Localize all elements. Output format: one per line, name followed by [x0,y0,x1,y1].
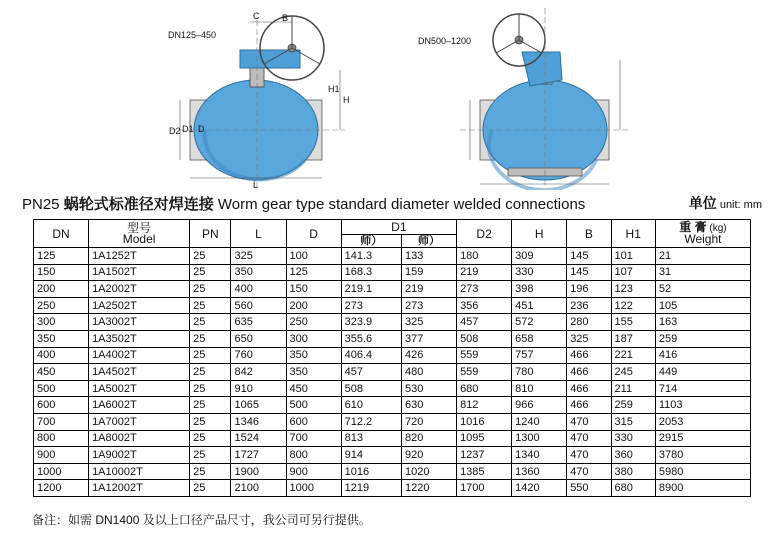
cell-pn: 25 [190,447,231,464]
cell-pn: 25 [190,314,231,331]
cell-d2: 508 [457,330,512,347]
cell-dn: 450 [34,364,89,381]
cell-weight: 259 [655,330,750,347]
cell-dn: 600 [34,397,89,414]
cell-d: 1000 [286,480,341,497]
table-row [34,314,751,331]
cell-d1a: 323.9 [341,314,401,331]
cell-model: 1A4002T [89,347,190,364]
cell-pn: 25 [190,364,231,381]
cell-b: 236 [567,297,611,314]
cell-d: 900 [286,463,341,480]
cell-d1b: 1020 [402,463,457,480]
table-row [34,480,751,497]
table-row [34,347,751,364]
right-valve-drawing [460,8,630,190]
title-en: Worm gear type standard diameter welded connections [213,196,586,213]
cell-d1a: 914 [341,447,401,464]
cell-l: 2100 [231,480,286,497]
dim-label-c: C [253,11,260,21]
table-row [34,297,751,314]
header-l: L [231,220,286,248]
table-row [34,264,751,281]
cell-dn: 250 [34,297,89,314]
cell-d: 150 [286,281,341,298]
cell-pn: 25 [190,330,231,347]
left-drawing-label: DN125–450 [168,30,217,40]
cell-d: 350 [286,364,341,381]
cell-b: 325 [567,330,611,347]
cell-b: 470 [567,413,611,430]
left-gear-box [240,50,300,68]
cell-pn: 25 [190,248,231,265]
table-row [34,463,751,480]
cell-h1: 107 [611,264,655,281]
cell-d1b: 530 [402,380,457,397]
cell-d2: 680 [457,380,512,397]
cell-d2: 219 [457,264,512,281]
valve-drawings [0,0,781,190]
cell-d: 500 [286,397,341,414]
cell-d2: 356 [457,297,512,314]
cell-pn: 25 [190,297,231,314]
cell-model: 1A1502T [89,264,190,281]
cell-l: 760 [231,347,286,364]
table-row [34,248,751,265]
cell-pn: 25 [190,281,231,298]
right-gear-box [522,52,562,86]
cell-dn: 400 [34,347,89,364]
cell-d: 800 [286,447,341,464]
cell-h: 757 [512,347,567,364]
dim-label-d1: D1 [182,124,194,134]
table-row [34,447,751,464]
cell-h1: 330 [611,430,655,447]
cell-d1b: 820 [402,430,457,447]
cell-b: 470 [567,463,611,480]
cell-model: 1A4502T [89,364,190,381]
cell-h1: 221 [611,347,655,364]
cell-model: 1A8002T [89,430,190,447]
cell-l: 400 [231,281,286,298]
cell-h1: 187 [611,330,655,347]
cell-dn: 1000 [34,463,89,480]
cell-model: 1A7002T [89,413,190,430]
cell-pn: 25 [190,397,231,414]
cell-pn: 25 [190,463,231,480]
cell-weight: 163 [655,314,750,331]
cell-pn: 25 [190,413,231,430]
cell-h: 1300 [512,430,567,447]
cell-d1b: 325 [402,314,457,331]
cell-d1b: 159 [402,264,457,281]
cell-d1a: 141.3 [341,248,401,265]
cell-d2: 559 [457,347,512,364]
cell-b: 196 [567,281,611,298]
cell-h1: 380 [611,463,655,480]
cell-h: 658 [512,330,567,347]
cell-d2: 559 [457,364,512,381]
cell-b: 466 [567,397,611,414]
cell-d1a: 712.2 [341,413,401,430]
cell-dn: 200 [34,281,89,298]
cell-pn: 25 [190,347,231,364]
cell-d1a: 813 [341,430,401,447]
table-row [34,364,751,381]
cell-l: 910 [231,380,286,397]
cell-h1: 259 [611,397,655,414]
cell-h: 1360 [512,463,567,480]
header-d1: D1 [341,220,456,235]
cell-h1: 122 [611,297,655,314]
cell-h1: 680 [611,480,655,497]
cell-l: 350 [231,264,286,281]
cell-d: 300 [286,330,341,347]
cell-b: 145 [567,264,611,281]
cell-l: 842 [231,364,286,381]
dim-label-d2: D2 [169,126,181,136]
cell-h: 309 [512,248,567,265]
cell-h: 1340 [512,447,567,464]
cell-h1: 123 [611,281,655,298]
unit-en: unit: mm [716,199,762,211]
cell-h: 966 [512,397,567,414]
cell-d2: 812 [457,397,512,414]
cell-h: 780 [512,364,567,381]
cell-d2: 457 [457,314,512,331]
cell-b: 466 [567,380,611,397]
cell-model: 1A9002T [89,447,190,464]
spec-table [33,219,751,497]
dim-label-d: D [198,124,205,134]
cell-h: 810 [512,380,567,397]
cell-weight: 8900 [655,480,750,497]
cell-model: 1A2502T [89,297,190,314]
header-d1-sub1: 师） [341,235,401,248]
cell-d: 125 [286,264,341,281]
cell-weight: 1103 [655,397,750,414]
cell-d1b: 426 [402,347,457,364]
table-row [34,413,751,430]
cell-model: 1A3002T [89,314,190,331]
cell-d1a: 1016 [341,463,401,480]
cell-d2: 1016 [457,413,512,430]
cell-model: 1A2002T [89,281,190,298]
cell-h1: 101 [611,248,655,265]
cell-d1a: 168.3 [341,264,401,281]
footnote: 备注：如需 DN1400 及以上口径产品尺寸，我公司可另行提供。 [32,513,371,527]
cell-d1b: 219 [402,281,457,298]
cell-dn: 500 [34,380,89,397]
header-pn: PN [190,220,231,248]
dim-label-h1: H1 [328,84,340,94]
cell-pn: 25 [190,480,231,497]
table-row [34,380,751,397]
header-d: D [286,220,341,248]
cell-pn: 25 [190,380,231,397]
cell-d1a: 219.1 [341,281,401,298]
cell-d1a: 508 [341,380,401,397]
cell-h1: 211 [611,380,655,397]
spec-table-body [34,248,751,497]
cell-l: 1900 [231,463,286,480]
cell-d: 350 [286,347,341,364]
cell-weight: 714 [655,380,750,397]
cell-d1b: 630 [402,397,457,414]
cell-d: 600 [286,413,341,430]
cell-d1b: 1220 [402,480,457,497]
cell-h: 572 [512,314,567,331]
cell-h: 1240 [512,413,567,430]
cell-model: 1A6002T [89,397,190,414]
cell-d1a: 610 [341,397,401,414]
cell-l: 560 [231,297,286,314]
cell-d: 200 [286,297,341,314]
dim-label-b: B [282,13,289,23]
cell-h1: 360 [611,447,655,464]
header-weight [655,220,750,248]
header-model-cn: 型号 [127,220,152,235]
cell-l: 1524 [231,430,286,447]
cell-model: 1A3502T [89,330,190,347]
header-dn: DN [34,220,89,248]
dim-label-l: L [253,180,259,190]
header-b: B [567,220,611,248]
unit-label [689,193,762,213]
cell-d2: 180 [457,248,512,265]
cell-h: 1420 [512,480,567,497]
cell-l: 1346 [231,413,286,430]
cell-h1: 315 [611,413,655,430]
table-row [34,430,751,447]
table-row [34,397,751,414]
cell-d1b: 273 [402,297,457,314]
cell-h1: 245 [611,364,655,381]
cell-d1b: 920 [402,447,457,464]
cell-l: 635 [231,314,286,331]
table-row [34,281,751,298]
cell-dn: 800 [34,430,89,447]
header-d2: D2 [457,220,512,248]
cell-l: 325 [231,248,286,265]
cell-l: 650 [231,330,286,347]
cell-d1b: 133 [402,248,457,265]
cell-dn: 125 [34,248,89,265]
dim-label-h: H [343,95,350,105]
cell-d2: 273 [457,281,512,298]
table-title [22,193,762,215]
cell-dn: 300 [34,314,89,331]
cell-dn: 1200 [34,480,89,497]
cell-dn: 150 [34,264,89,281]
cell-d2: 1385 [457,463,512,480]
cell-weight: 31 [655,264,750,281]
cell-d1a: 273 [341,297,401,314]
cell-pn: 25 [190,264,231,281]
cell-b: 280 [567,314,611,331]
cell-l: 1065 [231,397,286,414]
cell-b: 550 [567,480,611,497]
cell-d1a: 1219 [341,480,401,497]
unit-cn: 单位 [688,195,717,211]
cell-weight: 2053 [655,413,750,430]
cell-b: 470 [567,447,611,464]
cell-d1a: 406.4 [341,347,401,364]
cell-d1a: 355.6 [341,330,401,347]
cell-model: 1A1252T [89,248,190,265]
cell-d1a: 457 [341,364,401,381]
cell-weight: 3780 [655,447,750,464]
header-model-en: Model [122,231,156,246]
cell-d1b: 377 [402,330,457,347]
cell-d: 450 [286,380,341,397]
cell-weight: 5980 [655,463,750,480]
cell-d2: 1700 [457,480,512,497]
header-h: H [512,220,567,248]
header-h1: H1 [611,220,655,248]
cell-dn: 350 [34,330,89,347]
cell-l: 1727 [231,447,286,464]
cell-h1: 155 [611,314,655,331]
cell-weight: 2915 [655,430,750,447]
cell-d: 250 [286,314,341,331]
cell-d: 700 [286,430,341,447]
cell-weight: 21 [655,248,750,265]
cell-b: 470 [567,430,611,447]
cell-d2: 1095 [457,430,512,447]
cell-b: 466 [567,364,611,381]
cell-d2: 1237 [457,447,512,464]
cell-pn: 25 [190,430,231,447]
cell-b: 466 [567,347,611,364]
right-drawing-label: DN500–1200 [418,36,472,46]
cell-h: 451 [512,297,567,314]
cell-d1b: 720 [402,413,457,430]
cell-d1b: 480 [402,364,457,381]
cell-dn: 900 [34,447,89,464]
cell-weight: 105 [655,297,750,314]
cell-dn: 700 [34,413,89,430]
table-row [34,330,751,347]
cell-h: 398 [512,281,567,298]
title-prefix: PN25 [22,196,64,213]
cell-weight: 52 [655,281,750,298]
cell-model: 1A5002T [89,380,190,397]
cell-weight: 416 [655,347,750,364]
header-weight-en: Weight [684,232,722,246]
cell-d: 100 [286,248,341,265]
cell-model: 1A12002T [89,480,190,497]
cell-h: 330 [512,264,567,281]
header-model [89,220,190,248]
title-cn: 蜗轮式标准径对焊连接 [63,196,214,213]
cell-b: 145 [567,248,611,265]
left-valve-drawing [170,16,345,188]
header-weight-cn: 重 膏 (kg) [679,220,727,234]
header-d1-sub2: 师） [402,235,457,248]
cell-weight: 449 [655,364,750,381]
cell-model: 1A10002T [89,463,190,480]
